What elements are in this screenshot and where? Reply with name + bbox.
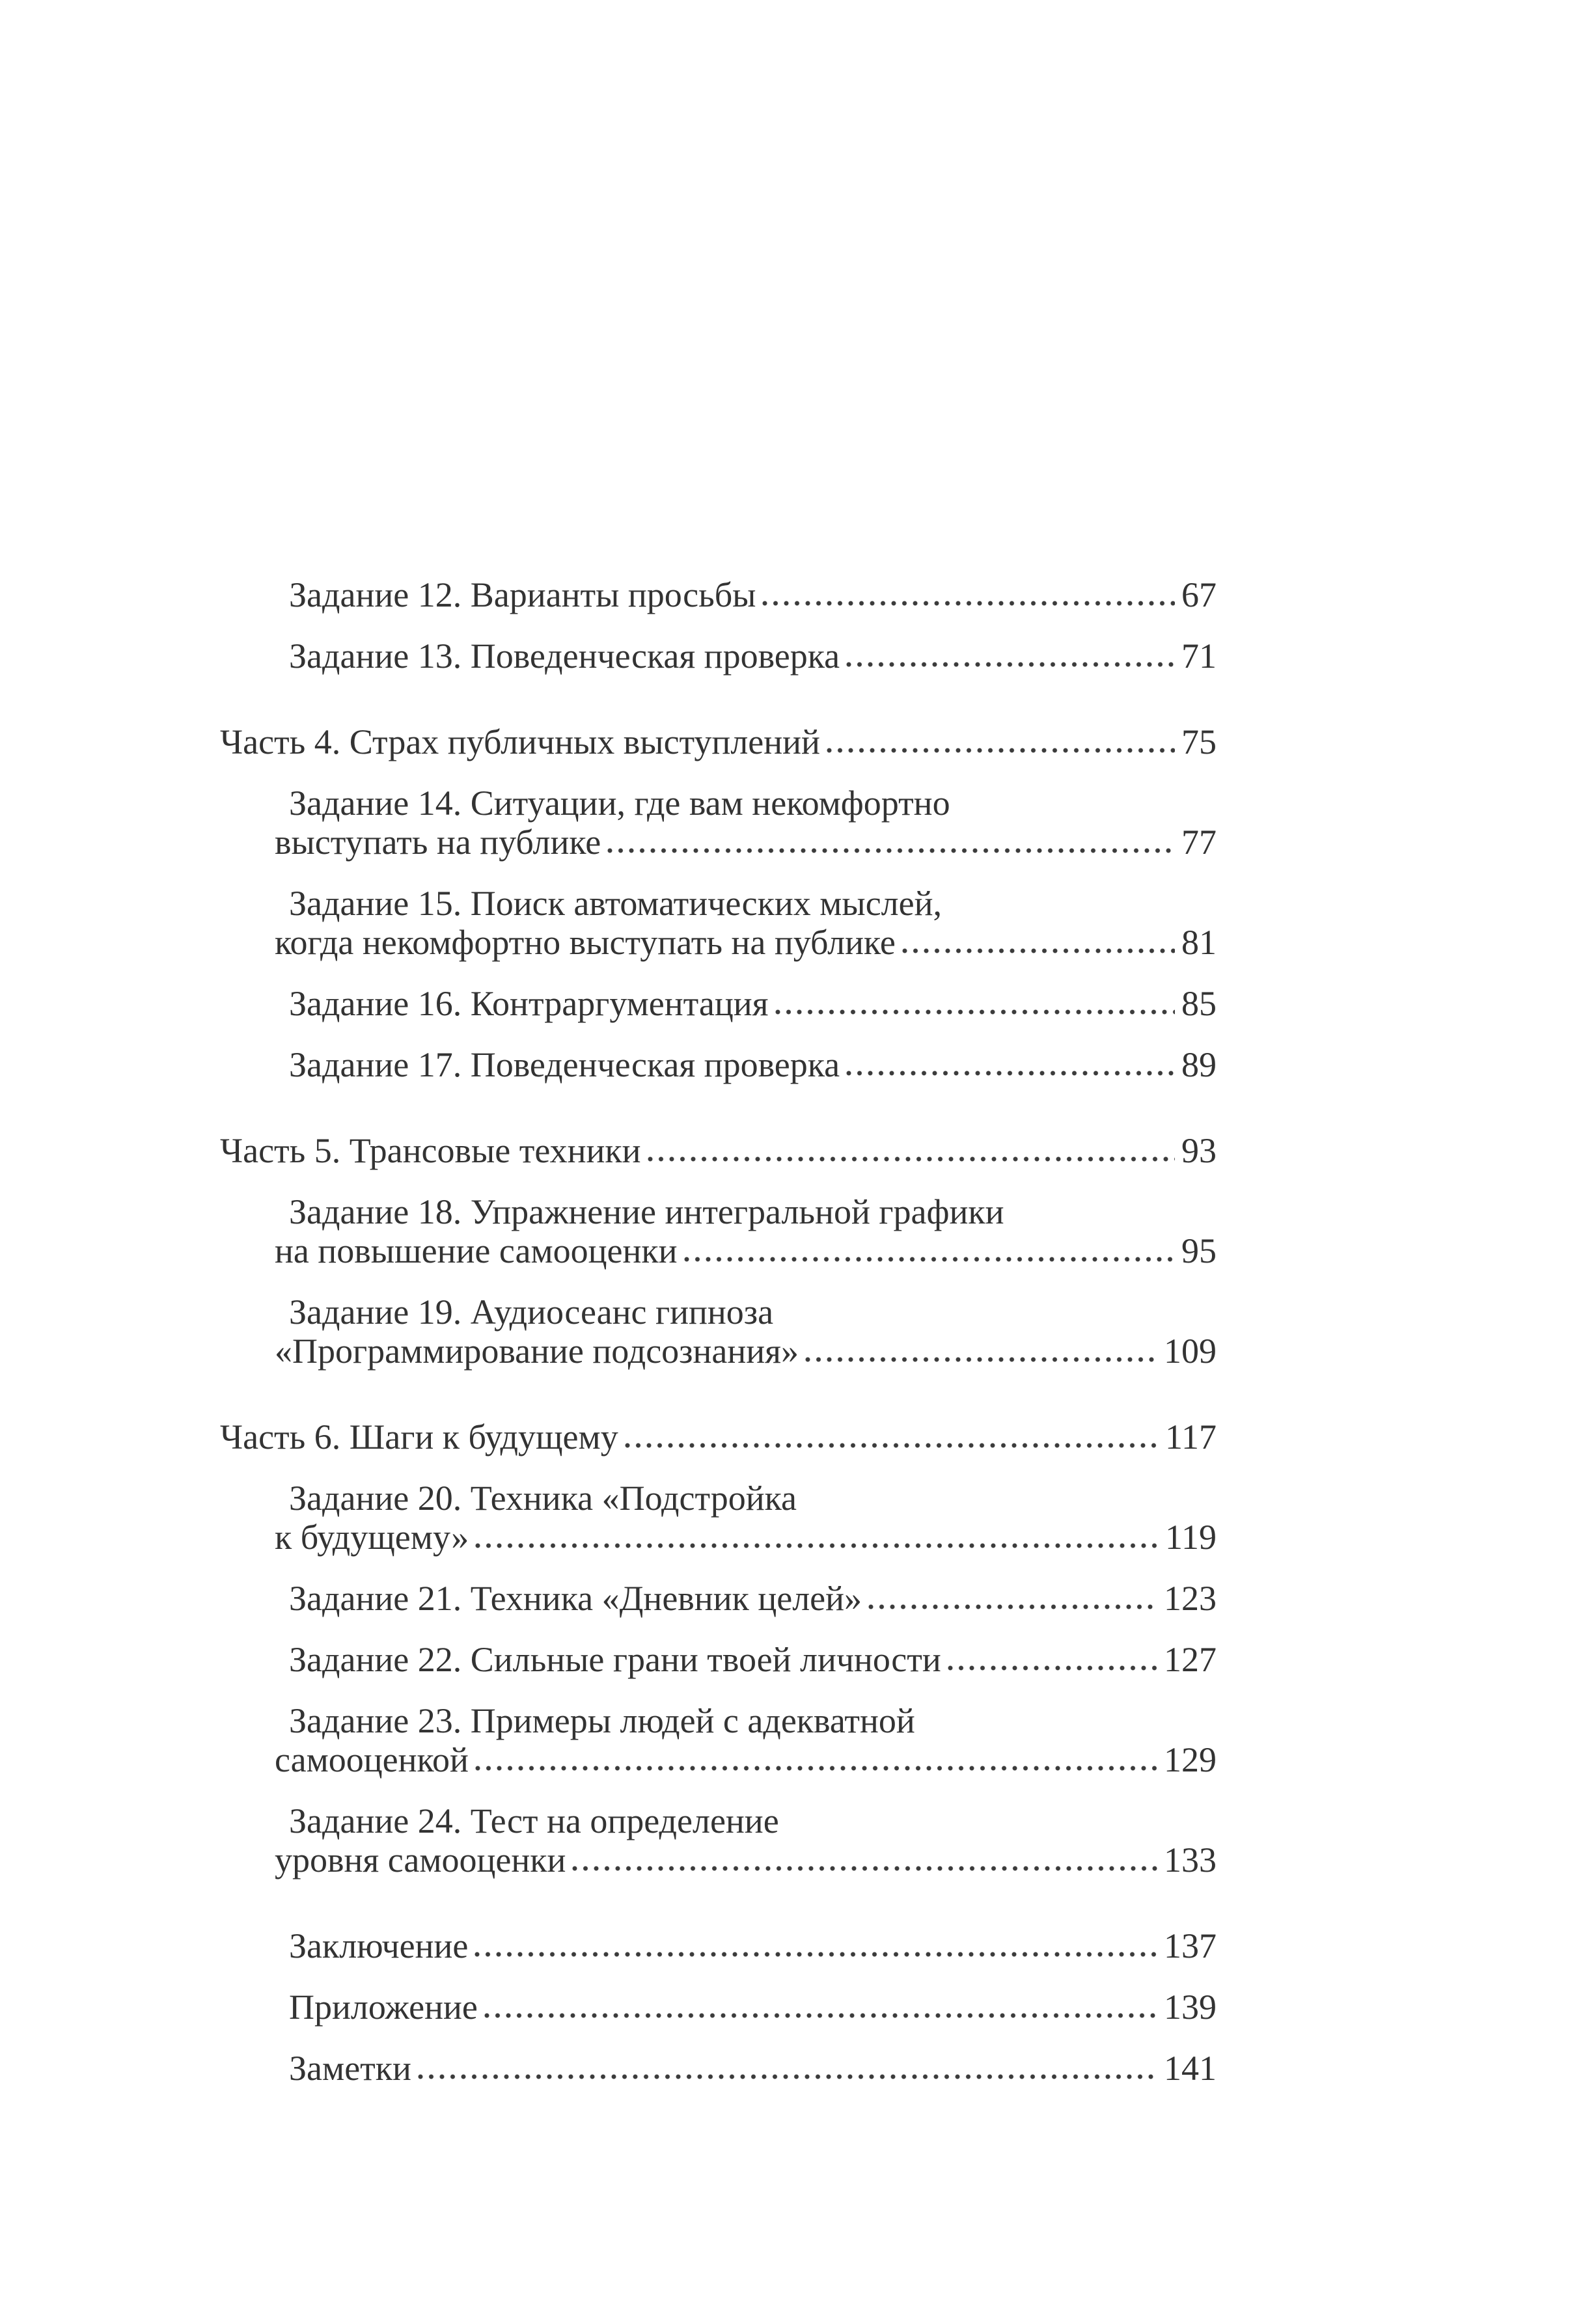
toc-page-number: 109: [1164, 1332, 1217, 1371]
toc-entry-text: Задание 20. Техника «Подстройка: [289, 1479, 797, 1518]
toc-entry: [220, 1640, 1217, 1679]
toc-leader-dots: [684, 1256, 1175, 1263]
toc-entry: [220, 1988, 1217, 2027]
toc-entry-text: уровня самооценки: [275, 1840, 566, 1880]
toc-entry-row: [275, 1740, 1217, 1779]
toc-leader-dots: [827, 747, 1175, 754]
table-of-contents: [220, 575, 1217, 2110]
toc-entry-row: [220, 1417, 1217, 1456]
toc-page-number: 123: [1164, 1579, 1217, 1618]
toc-entry-row: [275, 1579, 1217, 1618]
toc-page-number: 119: [1165, 1518, 1217, 1557]
toc-page-number: 141: [1164, 2049, 1217, 2088]
toc-entry-row: [275, 1332, 1217, 1371]
toc-entry: [220, 1801, 1217, 1880]
toc-entry-text: когда некомфортно выступать на публике: [275, 923, 896, 962]
toc-entry-row: [275, 1640, 1217, 1679]
toc-entry-text: Задание 18. Упражнение интегральной графики: [289, 1192, 1004, 1231]
toc-entry-text: Задание 17. Поведенческая проверка: [289, 1045, 840, 1084]
toc-page-number: 93: [1181, 1131, 1217, 1170]
toc-page-number: 75: [1181, 722, 1217, 761]
toc-leader-dots: [775, 1009, 1175, 1015]
toc-entry: [220, 1701, 1217, 1779]
toc-page-number: 137: [1164, 1926, 1217, 1965]
toc-page-number: 129: [1164, 1740, 1217, 1779]
toc-leader-dots: [418, 2073, 1157, 2080]
toc-entry-text: Приложение: [289, 1988, 478, 2027]
toc-entry-text: на повышение самооценки: [275, 1231, 678, 1270]
toc-entry: [220, 1926, 1217, 1965]
toc-entry: [220, 1192, 1217, 1270]
toc-entry-text: Заключение: [289, 1926, 469, 1965]
toc-entry-text: Задание 24. Тест на определение: [289, 1801, 779, 1840]
toc-entry-row: [275, 1045, 1217, 1084]
toc-entry-text: Задание 12. Варианты просьбы: [289, 575, 756, 614]
toc-page-number: 133: [1164, 1840, 1217, 1880]
toc-leader-dots: [948, 1665, 1157, 1671]
toc-entry-row: [275, 1840, 1217, 1880]
toc-leader-dots: [805, 1356, 1157, 1363]
toc-entry-text: «Программирование подсознания»: [275, 1332, 799, 1371]
toc-entry-row: [275, 636, 1217, 676]
toc-leader-dots: [902, 948, 1175, 954]
toc-page-number: 81: [1181, 923, 1217, 962]
toc-entry: [220, 1417, 1217, 1456]
toc-entry-text: Задание 16. Контраргументация: [289, 984, 769, 1023]
toc-entry-row: [275, 1988, 1217, 2027]
toc-entry-text: самооценкой: [275, 1740, 469, 1779]
toc-entry-row: [275, 823, 1217, 862]
toc-entry-row: [275, 2049, 1217, 2088]
toc-entry-row: [275, 923, 1217, 962]
toc-entry-row: [275, 1518, 1217, 1557]
toc-entry-text: к будущему»: [275, 1518, 469, 1557]
toc-entry-row: [220, 722, 1217, 761]
toc-leader-dots: [762, 600, 1175, 607]
toc-page-number: 117: [1165, 1417, 1217, 1456]
toc-leader-dots: [625, 1442, 1159, 1449]
toc-page-number: 89: [1181, 1045, 1217, 1084]
toc-leader-dots: [475, 1542, 1159, 1549]
toc-entry-text: Задание 23. Примеры людей с адекватной: [289, 1701, 915, 1740]
toc-entry-text: Заметки: [289, 2049, 411, 2088]
toc-entry-text: Задание 14. Ситуации, где вам некомфортно: [289, 784, 950, 823]
toc-page-number: 127: [1164, 1640, 1217, 1679]
toc-entry-row: [275, 1231, 1217, 1270]
toc-leader-dots: [475, 1765, 1157, 1771]
toc-entry-row: [220, 1131, 1217, 1170]
toc-entry-row: [275, 1926, 1217, 1965]
toc-entry-row: [275, 984, 1217, 1023]
toc-entry: [220, 884, 1217, 962]
toc-leader-dots: [607, 847, 1175, 854]
toc-page-number: 71: [1181, 636, 1217, 676]
toc-entry: [220, 1479, 1217, 1557]
toc-entry: [220, 1045, 1217, 1084]
toc-leader-dots: [484, 2012, 1157, 2019]
toc-page-number: 85: [1181, 984, 1217, 1023]
toc-entry-text: Задание 15. Поиск автоматических мыслей,: [289, 884, 942, 923]
toc-entry-text: выступать на публике: [275, 823, 601, 862]
toc-entry: [220, 784, 1217, 862]
toc-page-number: 77: [1181, 823, 1217, 862]
toc-entry: [220, 1131, 1217, 1170]
toc-entry: [220, 2049, 1217, 2088]
toc-entry-text: Задание 13. Поведенческая проверка: [289, 636, 840, 676]
toc-leader-dots: [648, 1156, 1175, 1162]
toc-leader-dots: [868, 1604, 1157, 1610]
toc-leader-dots: [846, 661, 1175, 668]
toc-entry: [220, 636, 1217, 676]
toc-entry-text: Задание 22. Сильные грани твоей личности: [289, 1640, 941, 1679]
toc-entry: [220, 722, 1217, 761]
toc-entry-text: Задание 21. Техника «Дневник целей»: [289, 1579, 862, 1618]
toc-entry: [220, 984, 1217, 1023]
toc-page-number: 67: [1181, 575, 1217, 614]
toc-entry-text: Часть 5. Трансовые техники: [220, 1131, 641, 1170]
toc-leader-dots: [846, 1070, 1175, 1076]
toc-entry-text: Часть 6. Шаги к будущему: [220, 1417, 618, 1456]
toc-entry: [220, 1579, 1217, 1618]
toc-page-number: 139: [1164, 1988, 1217, 2027]
toc-leader-dots: [475, 1951, 1157, 1958]
toc-page-number: 95: [1181, 1231, 1217, 1270]
toc-entry: [220, 575, 1217, 614]
toc-entry-row: [275, 575, 1217, 614]
toc-entry: [220, 1292, 1217, 1371]
toc-entry-text: Задание 19. Аудиосеанс гипноза: [289, 1292, 774, 1332]
toc-leader-dots: [572, 1865, 1157, 1872]
toc-entry-text: Часть 4. Страх публичных выступлений: [220, 722, 820, 761]
